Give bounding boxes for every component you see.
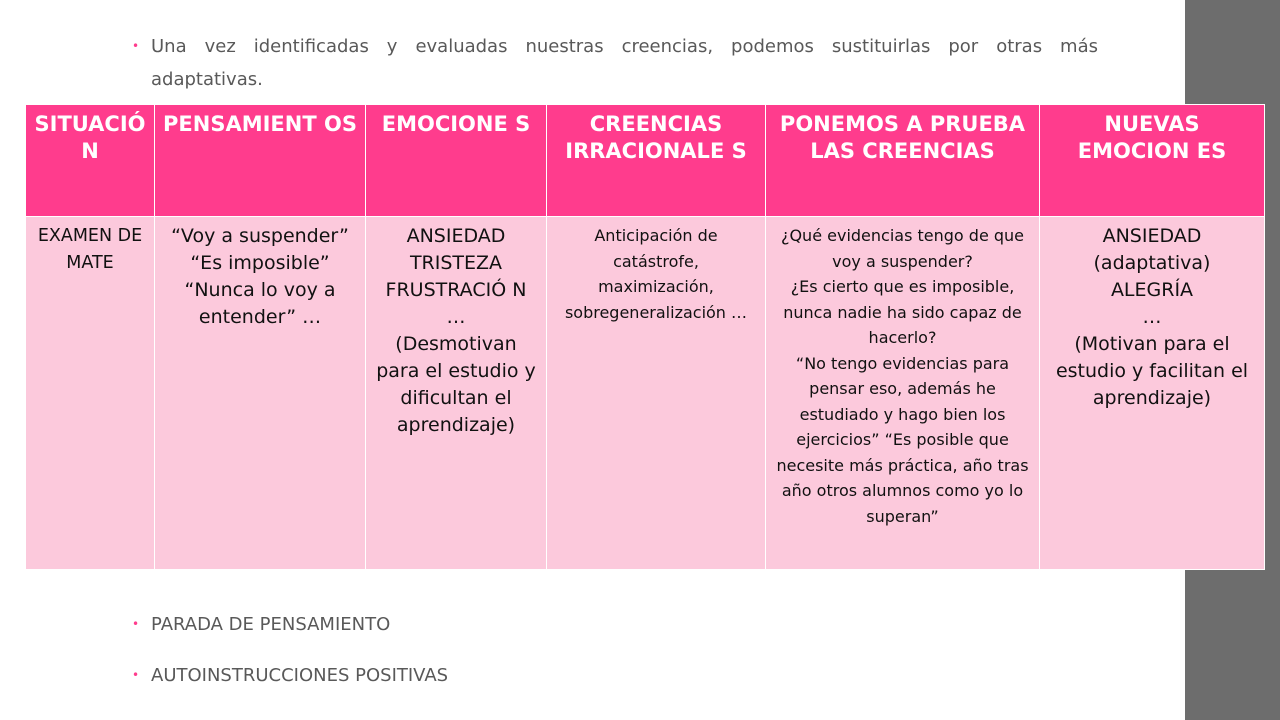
emocion-line: TRISTEZA [409, 252, 503, 274]
intro-bullet [132, 30, 1098, 96]
cell-prueba [766, 217, 1040, 570]
nueva-line: … [1142, 306, 1162, 328]
bullet-icon: • [132, 39, 140, 53]
header-prueba: PONEMOS A PRUEBA LAS CREENCIAS [766, 105, 1040, 217]
bullet-autoinstrucciones [132, 659, 732, 692]
cell-situacion: EXAMEN DE MATE [26, 217, 155, 570]
table-row [26, 217, 1265, 570]
header-situacion: SITUACIÓ N [26, 105, 155, 217]
nueva-line: ANSIEDAD [1102, 225, 1202, 247]
prueba-line: “No tengo evidencias para pensar eso, además he estudiado y hago bien los ejercicios” “Es posible que necesite más práctica, año tras año otros alumnos como yo lo superan” [776, 353, 1029, 526]
beliefs-table [25, 104, 1265, 570]
nueva-line: ALEGRÍA [1110, 279, 1194, 301]
emocion-line: … [446, 306, 466, 328]
bullet-icon: • [132, 617, 140, 631]
emocion-line: FRUSTRACIÓ N [385, 279, 527, 301]
table-header-row [26, 105, 1265, 217]
cell-pensamientos: “Voy a suspender” “Es imposible” “Nunca lo voy a entender” … [155, 217, 366, 570]
emocion-line: (Desmotivan para el estudio y dificultan el aprendizaje) [376, 333, 536, 436]
cell-creencias: Anticipación de catástrofe, maximización, sobregeneralización … [547, 217, 766, 570]
nueva-line: (adaptativa) [1093, 252, 1211, 274]
nueva-line: (Motivan para el estudio y facilitan el aprendizaje) [1055, 333, 1249, 409]
prueba-line: ¿Qué evidencias tengo de que voy a suspender? [780, 226, 1025, 271]
header-emociones: EMOCIONE S [366, 105, 547, 217]
header-creencias: CREENCIAS IRRACIONALE S [547, 105, 766, 217]
bullet-icon: • [132, 668, 140, 682]
header-nuevas: NUEVAS EMOCION ES [1040, 105, 1265, 217]
bullet-text: PARADA DE PENSAMIENTO [151, 614, 391, 635]
header-pensamientos: PENSAMIENT OS [155, 105, 366, 217]
emocion-line: ANSIEDAD [406, 225, 506, 247]
prueba-line: ¿Es cierto que es imposible, nunca nadie ha sido capaz de hacerlo? [783, 277, 1022, 347]
cell-emociones [366, 217, 547, 570]
bullet-text: AUTOINSTRUCCIONES POSITIVAS [151, 665, 449, 686]
intro-text: Una vez identificadas y evaluadas nuestras creencias, podemos sustituirlas por otras más adaptativas. [151, 36, 1098, 90]
bullet-parada [132, 608, 732, 641]
cell-nuevas [1040, 217, 1265, 570]
